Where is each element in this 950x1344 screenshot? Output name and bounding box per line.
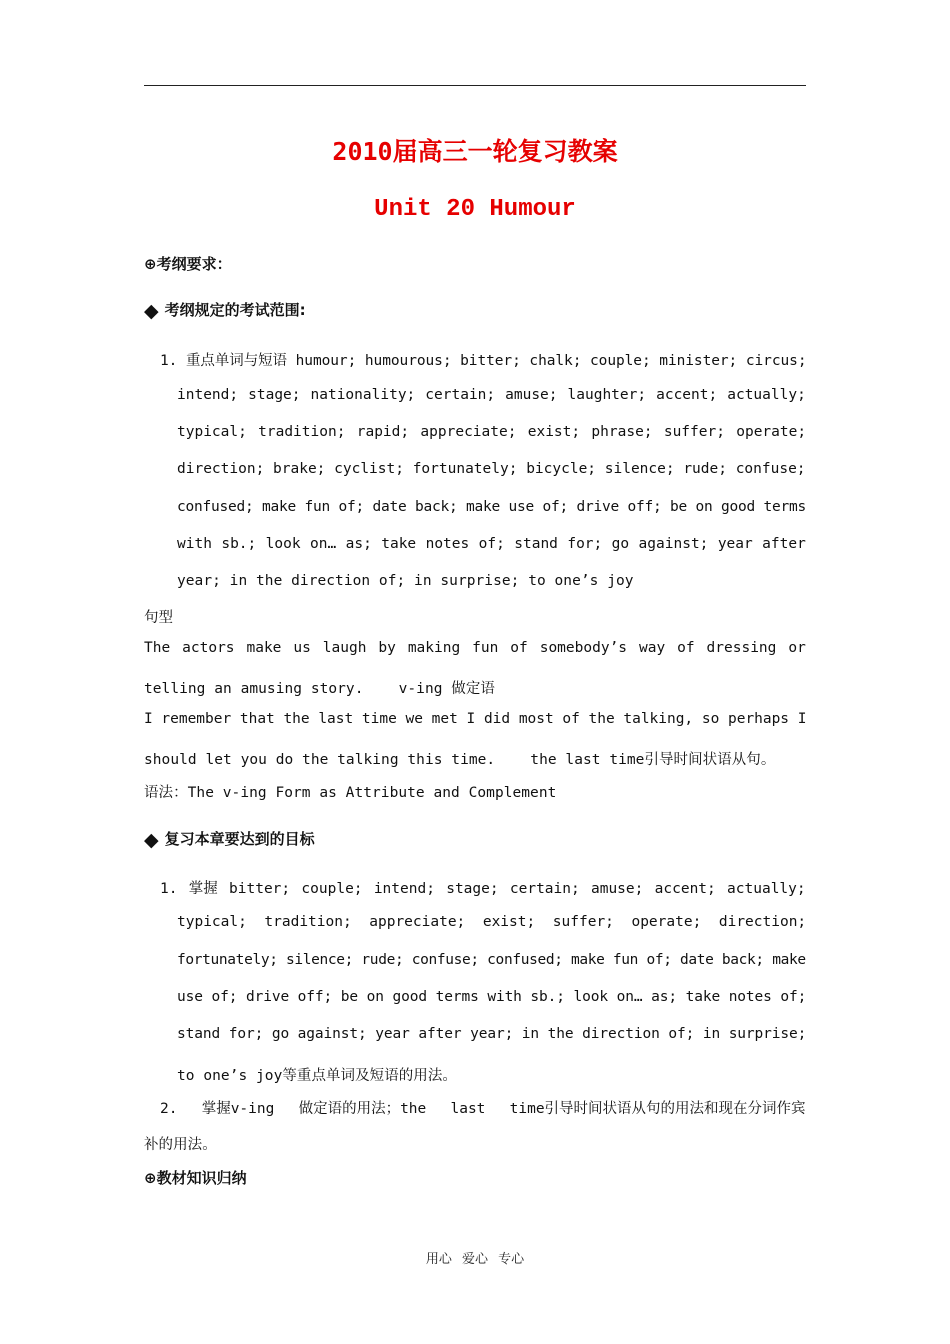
review-goals-heading bbox=[144, 828, 315, 851]
vocab-line: typical; tradition; rapid; appreciate; exist; phrase; suffer; operate; bbox=[177, 424, 807, 440]
grammar-line: 语法：The v-ing Form as Attribute and Complement bbox=[144, 785, 557, 801]
page-footer: 用心 爱心 专心 bbox=[425, 1252, 525, 1267]
goal-line: use of; drive off; be on good terms with sb.; look on… as; take notes of; bbox=[177, 989, 807, 1005]
vocab-line: year; in the direction of; in surprise; to one’s joy bbox=[177, 573, 634, 589]
diamond-bullet-icon: ◆ bbox=[144, 300, 159, 322]
textbook-knowledge-heading: ⊕教材知识归纳 bbox=[144, 1169, 247, 1187]
goal-line: typical; tradition; appreciate; exist; suffer; operate; direction; bbox=[177, 914, 807, 930]
goal-line: stand for; go against; year after year; in the direction of; in surprise; bbox=[177, 1026, 807, 1042]
unit-title: Unit 20 Humour bbox=[374, 196, 576, 223]
example-sentence-line: I remember that the last time we met I did most of the talking, so perhaps I bbox=[144, 711, 807, 727]
goal-line: 2. 掌握v-ing 做定语的用法；the last time引导时间状语从句的用法和现在分词作宾 bbox=[160, 1101, 806, 1117]
goal-line: 补的用法。 bbox=[144, 1137, 217, 1153]
exam-requirements-heading: ⊕考纲要求： bbox=[144, 255, 232, 273]
vocab-line: 1. 重点单词与短语 humour; humourous; bitter; chalk; couple; minister; circus; bbox=[160, 353, 807, 369]
goal-line: fortunately; silence; rude; confuse; confused; make fun of; date back; make bbox=[177, 952, 806, 968]
example-sentence-line: should let you do the talking this time. the last time引导时间状语从句。 bbox=[144, 752, 776, 768]
exam-scope-heading-text: 考纲规定的考试范围: bbox=[164, 301, 306, 319]
exam-scope-heading bbox=[144, 299, 306, 322]
vocab-line: direction; brake; cyclist; fortunately; bicycle; silence; rude; confuse; bbox=[177, 461, 806, 477]
vocab-line: intend; stage; nationality; certain; amuse; laughter; accent; actually; bbox=[177, 387, 806, 403]
review-goals-heading-text: 复习本章要达到的目标 bbox=[164, 830, 315, 848]
vocab-line: confused; make fun of; date back; make use of; drive off; be on good terms bbox=[177, 499, 807, 515]
goal-line: to one’s joy等重点单词及短语的用法。 bbox=[177, 1068, 457, 1084]
vocab-line: with sb.; look on… as; take notes of; stand for; go against; year after bbox=[177, 536, 806, 552]
document-title: 2010届高三一轮复习教案 bbox=[332, 137, 618, 166]
header-rule bbox=[144, 85, 806, 86]
example-sentence-line: The actors make us laugh by making fun of somebody’s way of dressing or bbox=[144, 640, 806, 656]
sentence-pattern-label: 句型 bbox=[144, 610, 174, 626]
diamond-bullet-icon: ◆ bbox=[144, 829, 159, 851]
example-sentence-line: telling an amusing story. v-ing 做定语 bbox=[144, 681, 495, 697]
goal-line: 1. 掌握 bitter; couple; intend; stage; certain; amuse; accent; actually; bbox=[160, 881, 806, 897]
